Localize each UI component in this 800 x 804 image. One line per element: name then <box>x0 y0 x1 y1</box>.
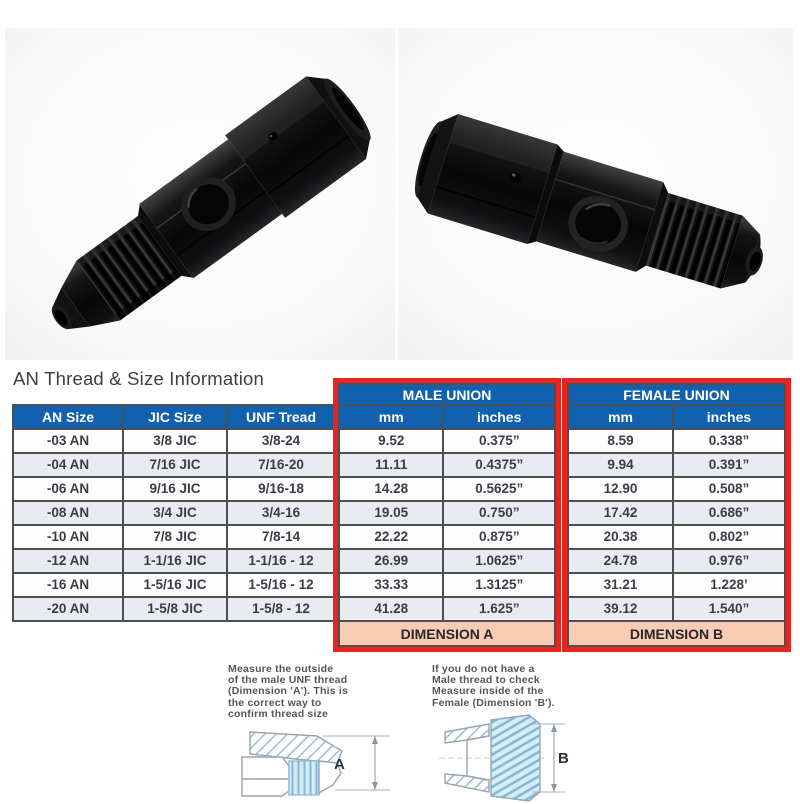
column-header-row <box>13 405 335 429</box>
table-row <box>13 525 335 549</box>
group-header-row <box>339 384 555 405</box>
table-row <box>339 477 555 501</box>
table-cell-jic: 3/8 JIC <box>123 429 227 453</box>
table-cell-female_mm: 8.59 <box>568 429 673 453</box>
table-row <box>568 525 785 549</box>
table-cell-male_in: 1.3125” <box>443 573 555 597</box>
col-header-an-size: AN Size <box>13 405 123 429</box>
table-cell-jic: 1-5/16 JIC <box>123 573 227 597</box>
table-cell-an: -03 AN <box>13 429 123 453</box>
dimension-b-diagram <box>437 712 572 804</box>
table-cell-an: -04 AN <box>13 453 123 477</box>
female-inches-header: inches <box>673 405 785 429</box>
dimension-b-letter: B <box>558 750 569 767</box>
male-union-table <box>338 383 556 647</box>
an-size-table <box>12 404 336 622</box>
male-union-header: MALE UNION <box>339 384 555 405</box>
table-row <box>13 573 335 597</box>
table-cell-female_in: 0.686” <box>673 501 785 525</box>
table-cell-male_mm: 9.52 <box>339 429 443 453</box>
arrow-down <box>551 784 557 792</box>
table-row <box>13 597 335 621</box>
dimension-a-diagram <box>237 727 397 799</box>
table-row <box>339 429 555 453</box>
table-cell-unf: 1-5/8 - 12 <box>227 597 335 621</box>
table-cell-unf: 1-1/16 - 12 <box>227 549 335 573</box>
table-cell-female_mm: 31.21 <box>568 573 673 597</box>
table-cell-male_in: 0.4375” <box>443 453 555 477</box>
arrow-down <box>372 782 378 790</box>
table-cell-jic: 9/16 JIC <box>123 477 227 501</box>
table-cell-unf: 3/4-16 <box>227 501 335 525</box>
table-cell-an: -08 AN <box>13 501 123 525</box>
table-cell-male_in: 0.750” <box>443 501 555 525</box>
table-cell-male_mm: 14.28 <box>339 477 443 501</box>
table-row <box>13 501 335 525</box>
table-cell-unf: 3/8-24 <box>227 429 335 453</box>
female-thread-section <box>491 715 540 801</box>
table-cell-female_in: 0.391” <box>673 453 785 477</box>
table-cell-male_mm: 41.28 <box>339 597 443 621</box>
col-header-jic-size: JIC Size <box>123 405 227 429</box>
table-cell-male_mm: 22.22 <box>339 525 443 549</box>
table-cell-female_mm: 39.12 <box>568 597 673 621</box>
instruction-dimension-b: If you do not have a Male thread to check Measure inside of the Female (Dimension 'B'). <box>432 663 555 709</box>
male-mm-header: mm <box>339 405 443 429</box>
dimension-b-label: DIMENSION B <box>568 621 785 646</box>
table-row <box>13 453 335 477</box>
table-cell-an: -06 AN <box>13 477 123 501</box>
table-cell-unf: 1-5/16 - 12 <box>227 573 335 597</box>
product-photo-male-side-view <box>5 28 395 360</box>
female-union-section <box>562 378 791 652</box>
table-cell-female_mm: 17.42 <box>568 501 673 525</box>
table-cell-unf: 7/8-14 <box>227 525 335 549</box>
column-header-row <box>568 405 785 429</box>
group-header-row <box>568 384 785 405</box>
table-cell-female_mm: 20.38 <box>568 525 673 549</box>
table-row <box>13 549 335 573</box>
table-row <box>13 429 335 453</box>
col-header-unf-tread: UNF Tread <box>227 405 335 429</box>
arrow-up <box>372 736 378 744</box>
female-mm-header: mm <box>568 405 673 429</box>
table-cell-jic: 1-1/16 JIC <box>123 549 227 573</box>
table-cell-female_mm: 9.94 <box>568 453 673 477</box>
table-cell-male_in: 0.875” <box>443 525 555 549</box>
instruction-dimension-a: Measure the outside of the male UNF thread (Dimension 'A'). This is the correct way to confirm thread size <box>228 663 349 720</box>
table-cell-jic: 7/16 JIC <box>123 453 227 477</box>
table-row <box>339 453 555 477</box>
table-cell-jic: 3/4 JIC <box>123 501 227 525</box>
table-cell-male_in: 0.375” <box>443 429 555 453</box>
table-cell-unf: 9/16-18 <box>227 477 335 501</box>
table-row <box>568 453 785 477</box>
table-cell-an: -16 AN <box>13 573 123 597</box>
table-cell-female_in: 0.976” <box>673 549 785 573</box>
male-union-section <box>333 378 561 652</box>
table-row <box>568 429 785 453</box>
table-row <box>568 501 785 525</box>
table-cell-male_mm: 26.99 <box>339 549 443 573</box>
table-cell-an: -20 AN <box>13 597 123 621</box>
table-row <box>568 597 785 621</box>
table-cell-female_in: 0.338” <box>673 429 785 453</box>
table-cell-male_in: 1.625” <box>443 597 555 621</box>
page-title: AN Thread & Size Information <box>13 368 265 389</box>
dimension-a-label: DIMENSION A <box>339 621 555 646</box>
table-cell-female_mm: 24.78 <box>568 549 673 573</box>
table-row <box>339 525 555 549</box>
table-cell-unf: 7/16-20 <box>227 453 335 477</box>
table-row <box>339 573 555 597</box>
table-row <box>568 573 785 597</box>
arrow-up <box>551 724 557 732</box>
table-cell-female_in: 1.540” <box>673 597 785 621</box>
table-cell-female_in: 0.802” <box>673 525 785 549</box>
table-cell-an: -10 AN <box>13 525 123 549</box>
product-photo-female-side-view <box>398 28 793 360</box>
table-cell-jic: 1-5/8 JIC <box>123 597 227 621</box>
table-cell-jic: 7/8 JIC <box>123 525 227 549</box>
table-row <box>339 549 555 573</box>
table-cell-male_mm: 19.05 <box>339 501 443 525</box>
table-row <box>568 549 785 573</box>
table-cell-male_in: 0.5625” <box>443 477 555 501</box>
female-union-table <box>567 383 786 647</box>
column-header-row <box>339 405 555 429</box>
table-cell-female_in: 1.228’ <box>673 573 785 597</box>
dimension-a-letter: A <box>334 756 345 773</box>
hex-nut-outline <box>242 757 289 796</box>
footer-row <box>568 621 785 646</box>
male-thread-section <box>289 761 319 795</box>
table-cell-female_in: 0.508” <box>673 477 785 501</box>
table-row <box>339 597 555 621</box>
table-row <box>13 477 335 501</box>
table-cell-male_mm: 11.11 <box>339 453 443 477</box>
table-cell-male_in: 1.0625” <box>443 549 555 573</box>
table-cell-male_mm: 33.33 <box>339 573 443 597</box>
table-row <box>339 501 555 525</box>
female-union-header: FEMALE UNION <box>568 384 785 405</box>
table-cell-an: -12 AN <box>13 549 123 573</box>
table-cell-female_mm: 12.90 <box>568 477 673 501</box>
footer-row <box>339 621 555 646</box>
table-row <box>568 477 785 501</box>
male-inches-header: inches <box>443 405 555 429</box>
